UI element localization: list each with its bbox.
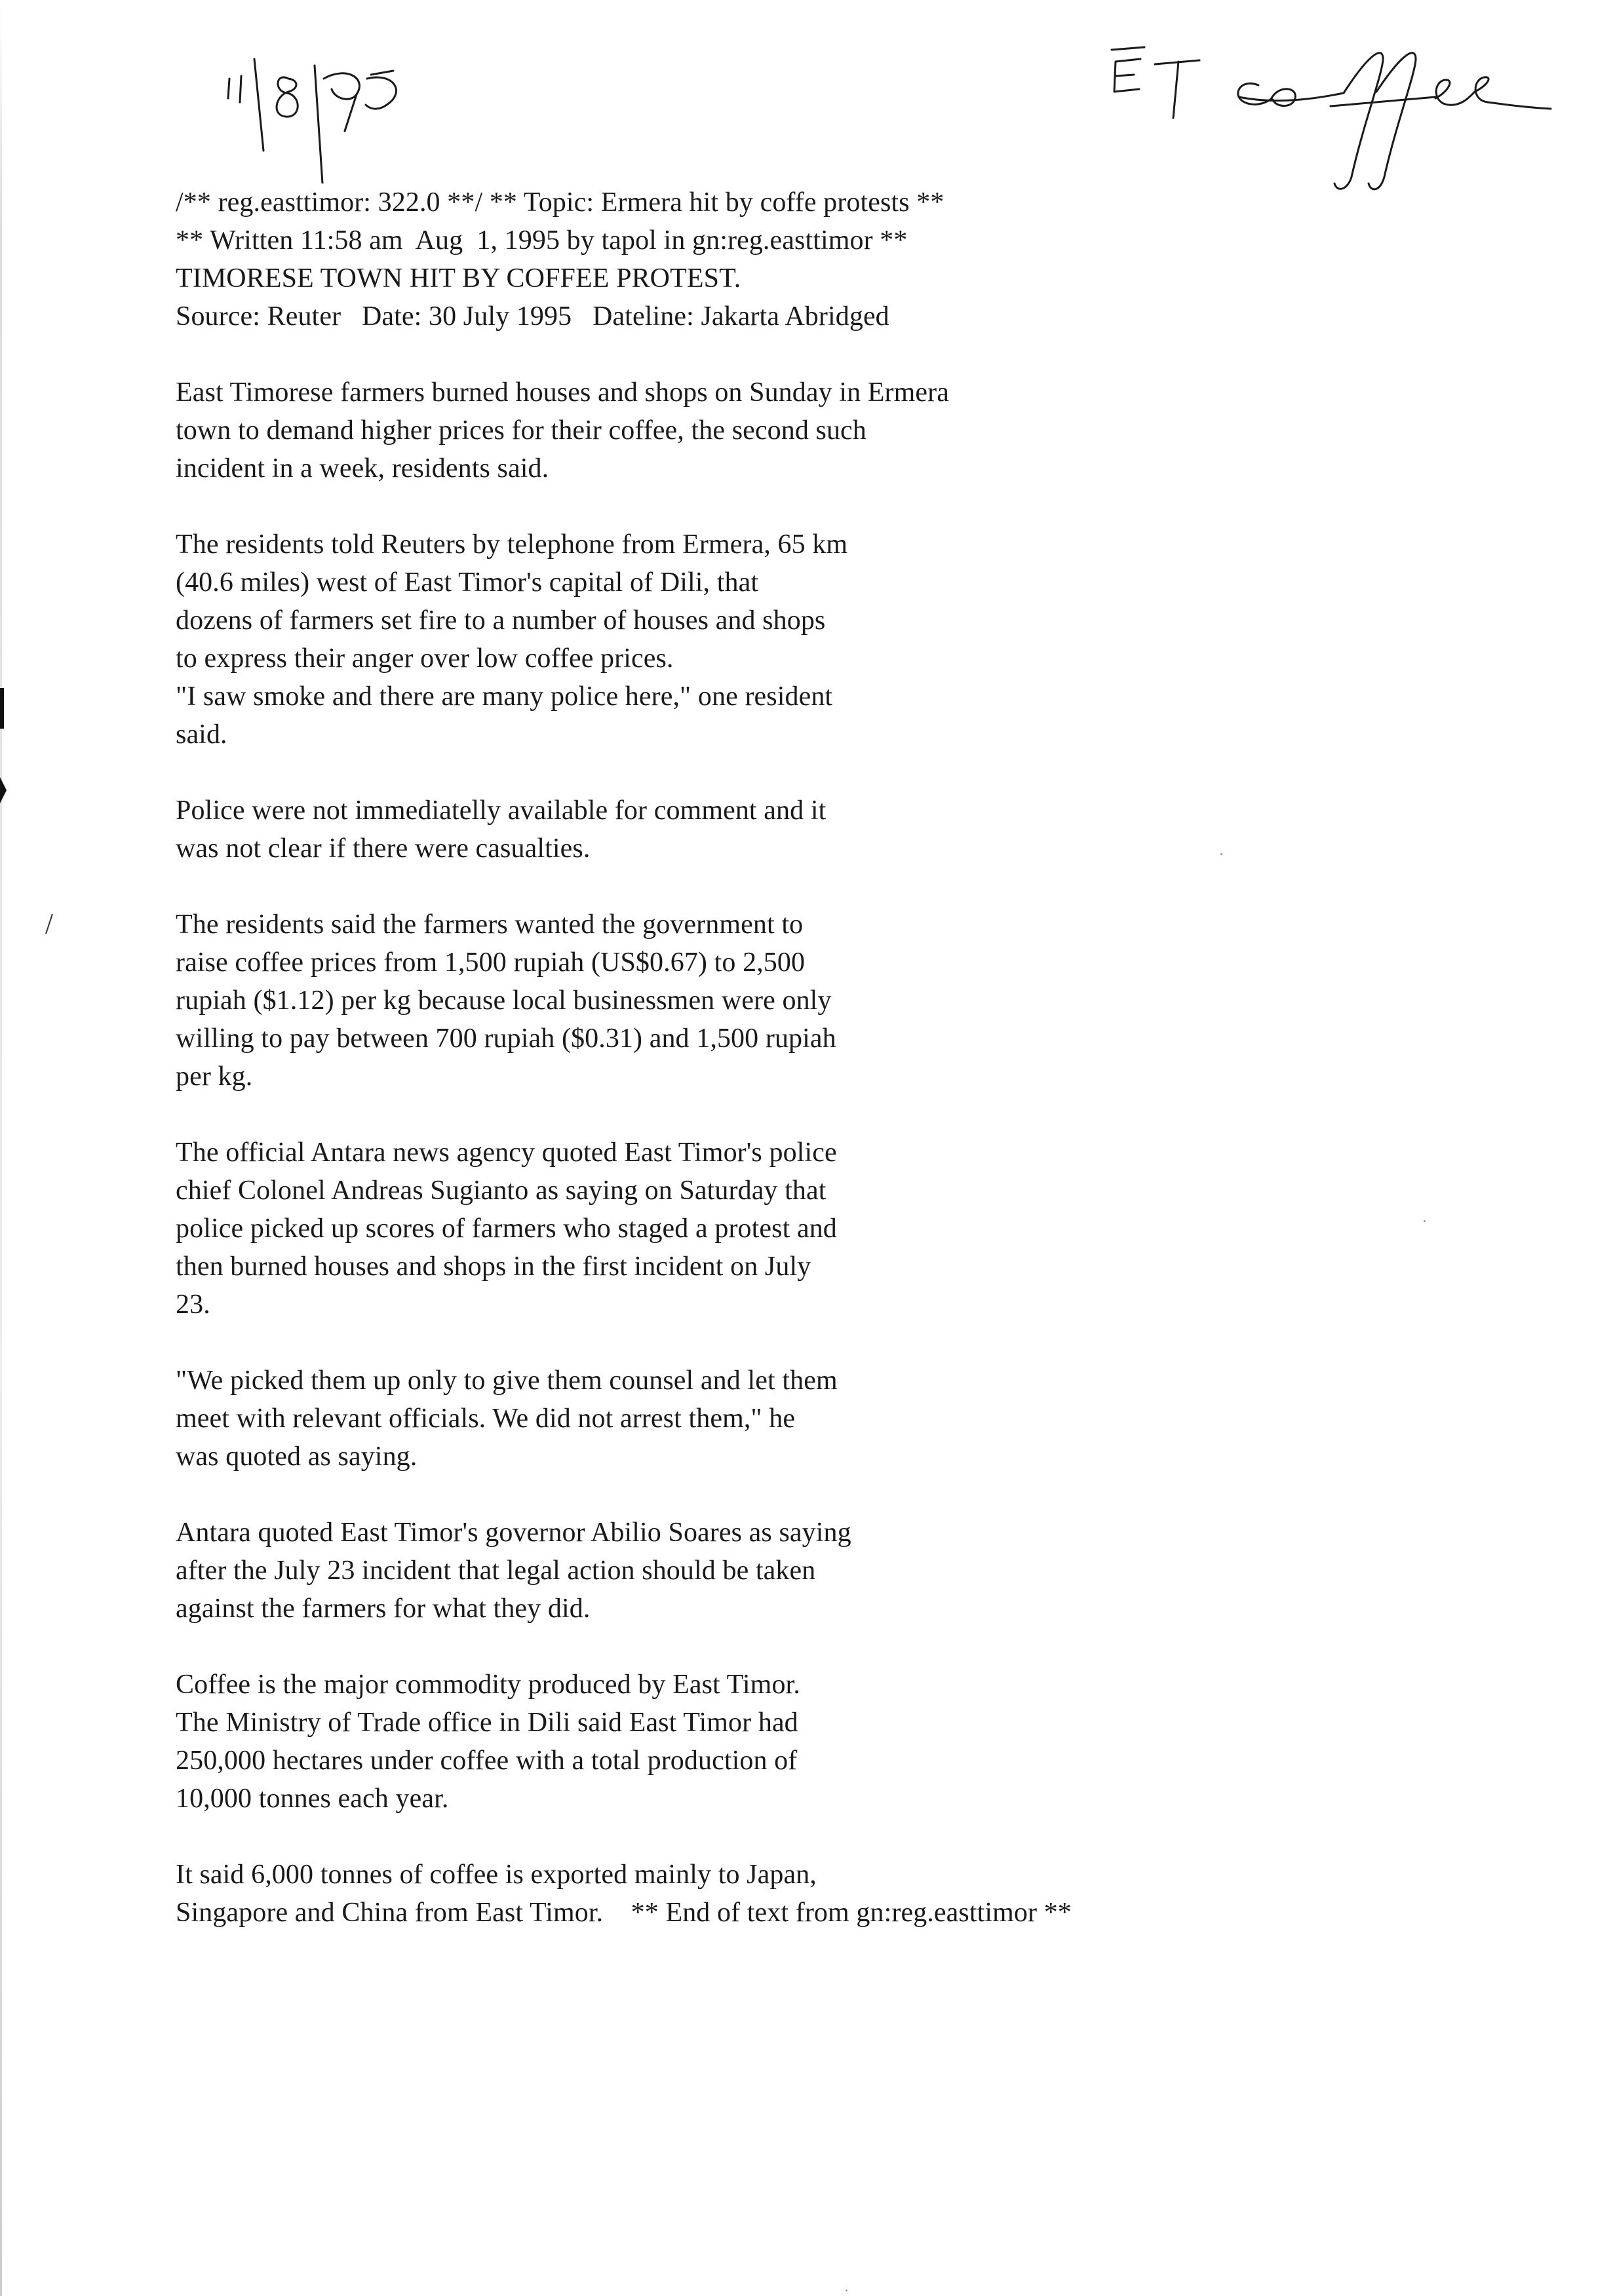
scan-speck (1424, 1220, 1426, 1222)
text-line: police picked up scores of farmers who staged a protest and (176, 1214, 837, 1244)
text-line: Singapore and China from East Timor. ** End of text from gn:reg.easttimor ** (176, 1898, 1072, 1928)
text-line: dozens of farmers set fire to a number of houses and shops (176, 605, 826, 636)
margin-mark (45, 913, 53, 934)
text-line: East Timorese farmers burned houses and shops on Sunday in Ermera (176, 377, 949, 408)
paragraph (176, 373, 1329, 488)
text-line: 23. (176, 1290, 210, 1320)
text-line: Antara quoted East Timor's governor Abilio Soares as saying (176, 1518, 851, 1548)
text-line: The residents said the farmers wanted the government to (176, 909, 804, 940)
text-line: willing to pay between 700 rupiah ($0.31) and 1,500 rupiah (176, 1024, 836, 1054)
text-line: Police were not immediatelly available for comment and it (176, 795, 827, 826)
text-line: meet with relevant officials. We did not arrest them," he (176, 1404, 796, 1434)
paragraph (176, 1362, 1329, 1476)
text-line: to express their anger over low coffee prices. (176, 643, 674, 674)
margin-mark (0, 688, 4, 729)
text-line: incident in a week, residents said. (176, 453, 549, 484)
message-header (176, 183, 1329, 335)
text-line: "I saw smoke and there are many police here," one resident (176, 681, 833, 712)
article-body (176, 183, 1329, 1970)
paragraph (176, 906, 1329, 1096)
text-line: The Ministry of Trade office in Dili said East Timor had (176, 1708, 798, 1738)
header-line-written: ** Written 11:58 am Aug 1, 1995 by tapol in gn:reg.easttimor ** (176, 225, 908, 256)
handwritten-date-note (216, 52, 465, 183)
text-line: The official Antara news agency quoted East Timor's police (176, 1138, 837, 1168)
text-line: per kg. (176, 1062, 253, 1092)
scan-speck (846, 2289, 847, 2291)
paragraph (176, 1134, 1329, 1324)
text-line: The residents told Reuters by telephone from Ermera, 65 km (176, 529, 848, 560)
text-line: 10,000 tonnes each year. (176, 1784, 449, 1814)
paragraph (176, 792, 1329, 868)
handwritten-date-text: 11/8/95 (216, 52, 219, 53)
scan-edge (0, 0, 2, 2296)
text-line: 250,000 hectares under coffee with a total production of (176, 1746, 798, 1776)
paragraph (176, 526, 1329, 754)
text-line: It said 6,000 tonnes of coffee is exported mainly to Japan, (176, 1860, 817, 1890)
paragraph (176, 1666, 1329, 1818)
text-line: rupiah ($1.12) per kg because local businessmen were only (176, 985, 832, 1016)
text-line: after the July 23 incident that legal action should be taken (176, 1556, 816, 1586)
text-line: against the farmers for what they did. (176, 1594, 591, 1624)
text-line: was not clear if there were casualties. (176, 833, 591, 864)
text-line: then burned houses and shops in the first incident on July (176, 1252, 811, 1282)
header-line-topic: /** reg.easttimor: 322.0 **/ ** Topic: Ermera hit by coffe protests ** (176, 187, 944, 218)
text-line: chief Colonel Andreas Sugianto as saying on Saturday that (176, 1176, 827, 1206)
text-line: said. (176, 719, 227, 750)
paragraph (176, 1856, 1329, 1932)
text-line: "We picked them up only to give them counsel and let them (176, 1366, 838, 1396)
margin-mark (0, 777, 7, 803)
handwritten-tag-note (1108, 46, 1553, 197)
text-line: was quoted as saying. (176, 1442, 418, 1472)
paragraph (176, 1514, 1329, 1628)
text-line: Coffee is the major commodity produced by East Timor. (176, 1670, 800, 1700)
source-line: Source: Reuter Date: 30 July 1995 Dateline: Jakarta Abridged (176, 301, 889, 332)
text-line: town to demand higher prices for their coffee, the second such (176, 415, 866, 446)
handwritten-tag-text: ET coffee (1108, 46, 1110, 47)
headline: TIMORESE TOWN HIT BY COFFEE PROTEST. (176, 263, 741, 294)
text-line: (40.6 miles) west of East Timor's capital of Dili, that (176, 567, 759, 598)
text-line: raise coffee prices from 1,500 rupiah (US$0.67) to 2,500 (176, 947, 806, 978)
